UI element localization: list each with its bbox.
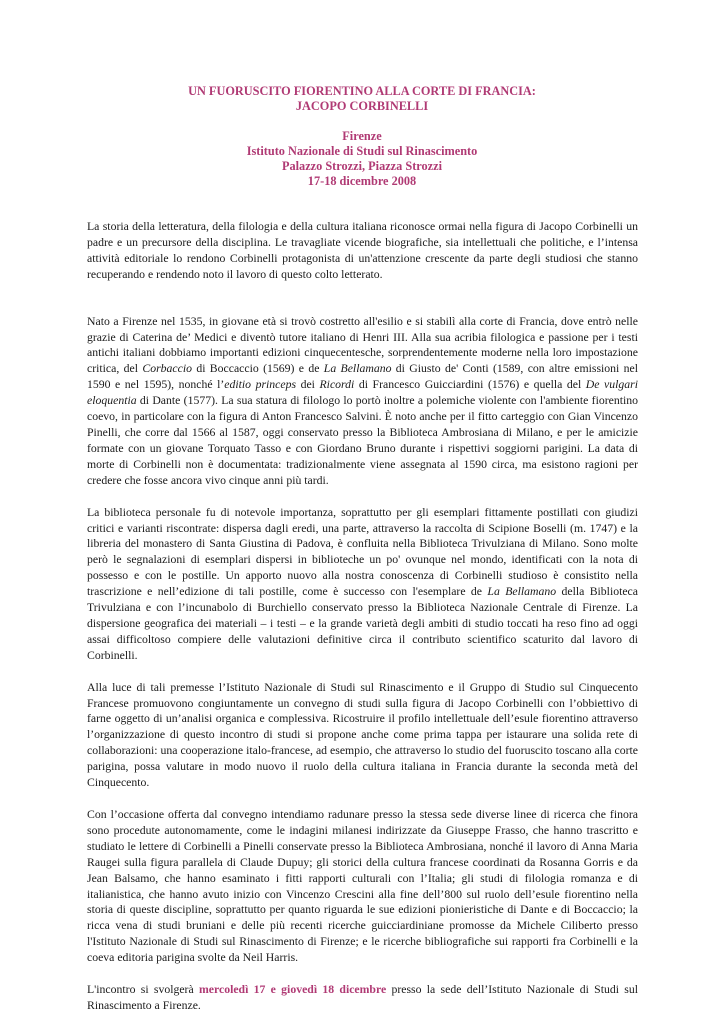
paragraph-intro: La storia della letteratura, della filologia e della cultura italiana riconosce ormai nella figura di Jacopo Corbinelli un padre e un precursore della disciplina. Le travagliate vicende biografiche, sia intellettuali che politiche, e l’intensa attività editoriale lo rendono Corbinelli protagonista di un'attenzione crescente da parte degli studiosi che stanno recuperando e rendendo noto il lavoro di questo colto letterato. xyxy=(87,220,638,281)
title-ricordi: Ricordi xyxy=(319,378,355,392)
paragraph-library: La biblioteca personale fu di notevole importanza, soprattutto per gli esemplari fittamente postillati con giudizi critici e varianti riscontrate: dispersa dagli eredi, una parte, attraverso la raccolta di Scipione Boselli (m. 1747) e la libreria del monastero di Santa Giustina di Padova, è confluita nella Biblioteca Trivulziana di Milano. Sono molte però le segnalazioni di esemplari dispersi in biblioteche un po' ovunque nel mondo, identificati con la nota di possesso e con le postille. Un apporto nuovo alla nostra conoscenza di Corbinelli studioso è consistito nella trascrizione e nell’edizione di tali postille, come è successo con l'esemplare de La Bellamano della Biblioteca Trivulziana e con l’incunabolo di Burchiello conservato presso la Biblioteca Nazionale Centrale di Firenze. La dispersione geografica dei materiali – i testi – e la grande varietà degli ambiti di studio toccati ha reso fino ad oggi assai difficoltoso compiere delle valutazioni definitive circa il contributo scientifico scaturito dal lavoro di Corbinelli. xyxy=(87,505,638,662)
paragraph-closing: L'incontro si svolgerà mercoledì 17 e giovedì 18 dicembre presso la sede dell’Istituto Nazionale di Studi sul Rinascimento a Firenze. xyxy=(87,983,638,1012)
title-de-vulgari-eloquentia: De vulgari eloquentia xyxy=(87,378,638,408)
title-corbaccio: Corbaccio xyxy=(142,362,192,376)
paragraph-biography: Nato a Firenze nel 1535, in giovane età si trovò costretto all'esilio e si stabilì alla corte di Francia, dove entrò nelle grazie di Caterina de’ Medici e diventò tutore italiano di Henri III. Alla sua acribia filologica e passione per i testi antichi italiani dobbiamo importanti edizioni cinquecentesche, sorprendentemente moderne nella loro impostazione critica, del Corbaccio di Boccaccio (1569) e de La Bellamano di Giusto de' Conti (1589, con altre emissioni nel 1590 e nel 1595), nonché l’editio princeps dei Ricordi di Francesco Guicciardini (1576) e quella del De vulgari eloquentia di Dante (1577). La sua statura di filologo lo portò inoltre a polemiche violente con l'ambiente fiorentino coevo, in particolare con la figura di Anton Francesco Salvini. È noto anche per il fitto carteggio con Gian Vincenzo Pinelli, che corre dal 1566 al 1587, oggi conservato presso la Biblioteca Ambrosiana di Milano, e per le amicizie formate con un giovane Torquato Tasso e con Giordano Bruno durante i rispettivi soggiorni parigini. La data di morte di Corbinelli non è documentata: tradizionalmente viene assegnata al 1590 circa, ma esistono ragioni per credere che fosse ancora vivo cinque anni più tardi. xyxy=(87,314,638,487)
event-dates: 17-18 dicembre 2008 xyxy=(307,174,417,188)
event-city: Firenze xyxy=(342,129,382,143)
event-venue: Palazzo Strozzi, Piazza Strozzi xyxy=(281,159,443,173)
title-line-2: JACOPO CORBINELLI xyxy=(295,99,429,113)
title-line-1: UN FUORUSCITO FIORENTINO ALLA CORTE DI FRANCIA: xyxy=(188,84,536,98)
document-header xyxy=(0,84,724,189)
event-institute: Istituto Nazionale di Studi sul Rinascimento xyxy=(246,144,478,158)
document-body xyxy=(87,219,638,1030)
title-la-bellamano: La Bellamano xyxy=(323,362,392,376)
paragraph-conference: Alla luce di tali premesse l’Istituto Nazionale di Studi sul Rinascimento e il Gruppo di Studio sul Cinquecento Francese promuovono congiuntamente un convegno di studi sulla figura di Jacopo Corbinelli con l’obbiettivo di farne oggetto di un’analisi organica e complessiva. Ricostruire il profilo intellettuale dell’esule fiorentino attraverso l’organizzazione di questo incontro di studi si propone anche come prima tappa per istaurare una solida rete di collaborazioni: una cooperazione italo-francese, ad esempio, che attraverso lo studio del fuoruscito toscano alla corte parigina, possa valutare in modo nuovo il ruolo della cultura italiana in Francia durante la seconda metà del Cinquecento. xyxy=(87,680,638,790)
conference-dates-highlight: mercoledì 17 e giovedì 18 dicembre xyxy=(198,983,387,997)
title-la-bellamano-2: La Bellamano xyxy=(487,585,557,599)
paragraph-research-lines: Con l’occasione offerta dal convegno intendiamo radunare presso la stessa sede diverse linee di ricerca che finora sono procedute autonomamente, come le indagini milanesi indirizzate da Giuseppe Frasso, che hanno trascritto e studiato le lettere di Corbinelli a Pinelli conservate presso la Biblioteca Ambrosiana, nonché il lavoro di Anna Maria Raugei sulla figura parallela di Claude Dupuy; gli storici della cultura francese coordinati da Rosanna Gorris e da Jean Balsamo, che hanno esaminato i fitti rapporti culturali con l’Italia; gli studi di filologia romanza e di italianistica, che hanno avuto inizio con Vincenzo Crescini alla fine dell’800 sul ruolo dell’esule fiorentino nella storia di queste discipline, soprattutto per quanto riguarda le sue edizioni pionieristiche di Dante e di Boccaccio; la ricca vena di studi bruniani e delle più recenti ricerche guicciardiniane promosse da Michele Ciliberto presso l'Istituto Nazionale di Studi sul Rinascimento di Firenze; e le ricerche bibliografiche sui rapporti fra Corbinelli e la coeva editoria parigina svolte da Neil Harris. xyxy=(87,808,638,965)
term-editio-princeps: editio princeps xyxy=(224,378,297,392)
